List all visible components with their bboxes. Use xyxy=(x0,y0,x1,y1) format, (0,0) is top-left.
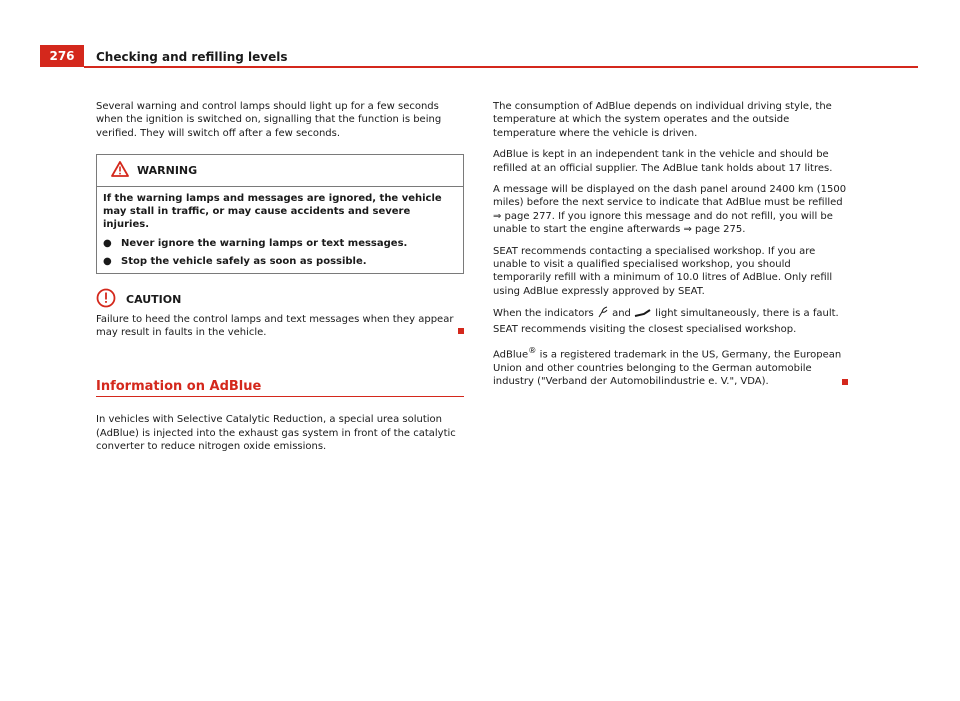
indicator-text-start: When the indicators xyxy=(493,308,594,320)
warning-triangle-icon xyxy=(111,161,129,180)
bullet-icon: ● xyxy=(103,237,112,249)
right-column xyxy=(493,100,848,397)
caution-exclamation-icon xyxy=(96,288,116,311)
warning-bullet-item xyxy=(103,255,457,268)
warning-lead: If the warning lamps and messages are ignored, the vehicle may stall in traffic, or may cause accidents and severe injuries. xyxy=(103,192,442,231)
caution-paragraph: Failure to heed the control lamps and text messages when they appear may result in faults in the vehicle. xyxy=(96,314,454,339)
running-head: Checking and refilling levels xyxy=(96,50,288,64)
caution-header xyxy=(96,288,464,311)
warning-bullet-item xyxy=(103,237,457,250)
indicator-text-and: and xyxy=(612,308,631,320)
warning-title: WARNING xyxy=(137,164,198,178)
page-number: 276 xyxy=(40,45,84,67)
warning-bullet-text: Never ignore the warning lamps or text messages. xyxy=(121,237,408,249)
caution-text xyxy=(96,313,464,340)
paragraph: The consumption of AdBlue depends on individual driving style, the temperature at which the system operates and the outside temperature where the vehicle is driven. xyxy=(493,101,832,139)
warning-box xyxy=(96,154,464,273)
trademark-text: is a registered trademark in the US, Germany, the European Union and other countries belonging to the German automobile industry ("Verband der Automobilindustrie e. V.", VDA). xyxy=(493,349,842,388)
warning-bullet-text: Stop the vehicle safely as soon as possible. xyxy=(121,256,367,268)
trademark-paragraph xyxy=(493,344,848,389)
intro-paragraph: Several warning and control lamps should light up for a few seconds when the ignition is switched on, signalling that the function is being verified. They will switch off after a few seconds. xyxy=(96,101,442,139)
header-rule xyxy=(84,66,918,68)
trademark-brand: AdBlue xyxy=(493,349,529,361)
paragraph: AdBlue is kept in an independent tank in the vehicle and should be refilled at an official supplier. The AdBlue tank holds about 17 litres. xyxy=(493,149,833,174)
section-paragraph: In vehicles with Selective Catalytic Reduction, a special urea solution (AdBlue) is injected into the exhaust gas system in front of the catalytic converter to reduce nitrogen oxide emissions. xyxy=(96,414,456,453)
end-of-section-mark xyxy=(842,379,848,385)
registered-mark: ® xyxy=(528,345,537,356)
warning-header xyxy=(97,155,463,186)
left-column xyxy=(96,100,464,462)
warning-body xyxy=(97,187,463,273)
indicator-text-end: light simultaneously, there is a fault. SEAT recommends visiting the closest specialised workshop. xyxy=(493,308,839,335)
paragraph: SEAT recommends contacting a specialised workshop. If you are unable to visit a qualified specialised workshop, you should temporarily refill with a minimum of 10.0 litres of AdBlue. Only refill using AdBlue expressly approved by SEAT. xyxy=(493,245,833,297)
paragraph: A message will be displayed on the dash panel around 2400 km (1500 miles) before the next service to indicate that AdBlue must be refilled ⇒ page 277. If you ignore this message and do not refill, you will be unable to start the engine afterwards ⇒ page 275. xyxy=(493,184,847,236)
end-of-section-mark xyxy=(458,328,464,334)
exhaust-pipe-icon xyxy=(634,308,652,322)
caution-title: CAUTION xyxy=(126,292,182,306)
bullet-icon: ● xyxy=(103,256,112,268)
adblue-nozzle-icon xyxy=(597,306,609,322)
indicator-paragraph xyxy=(493,306,848,336)
section-heading: Information on AdBlue xyxy=(96,380,464,397)
